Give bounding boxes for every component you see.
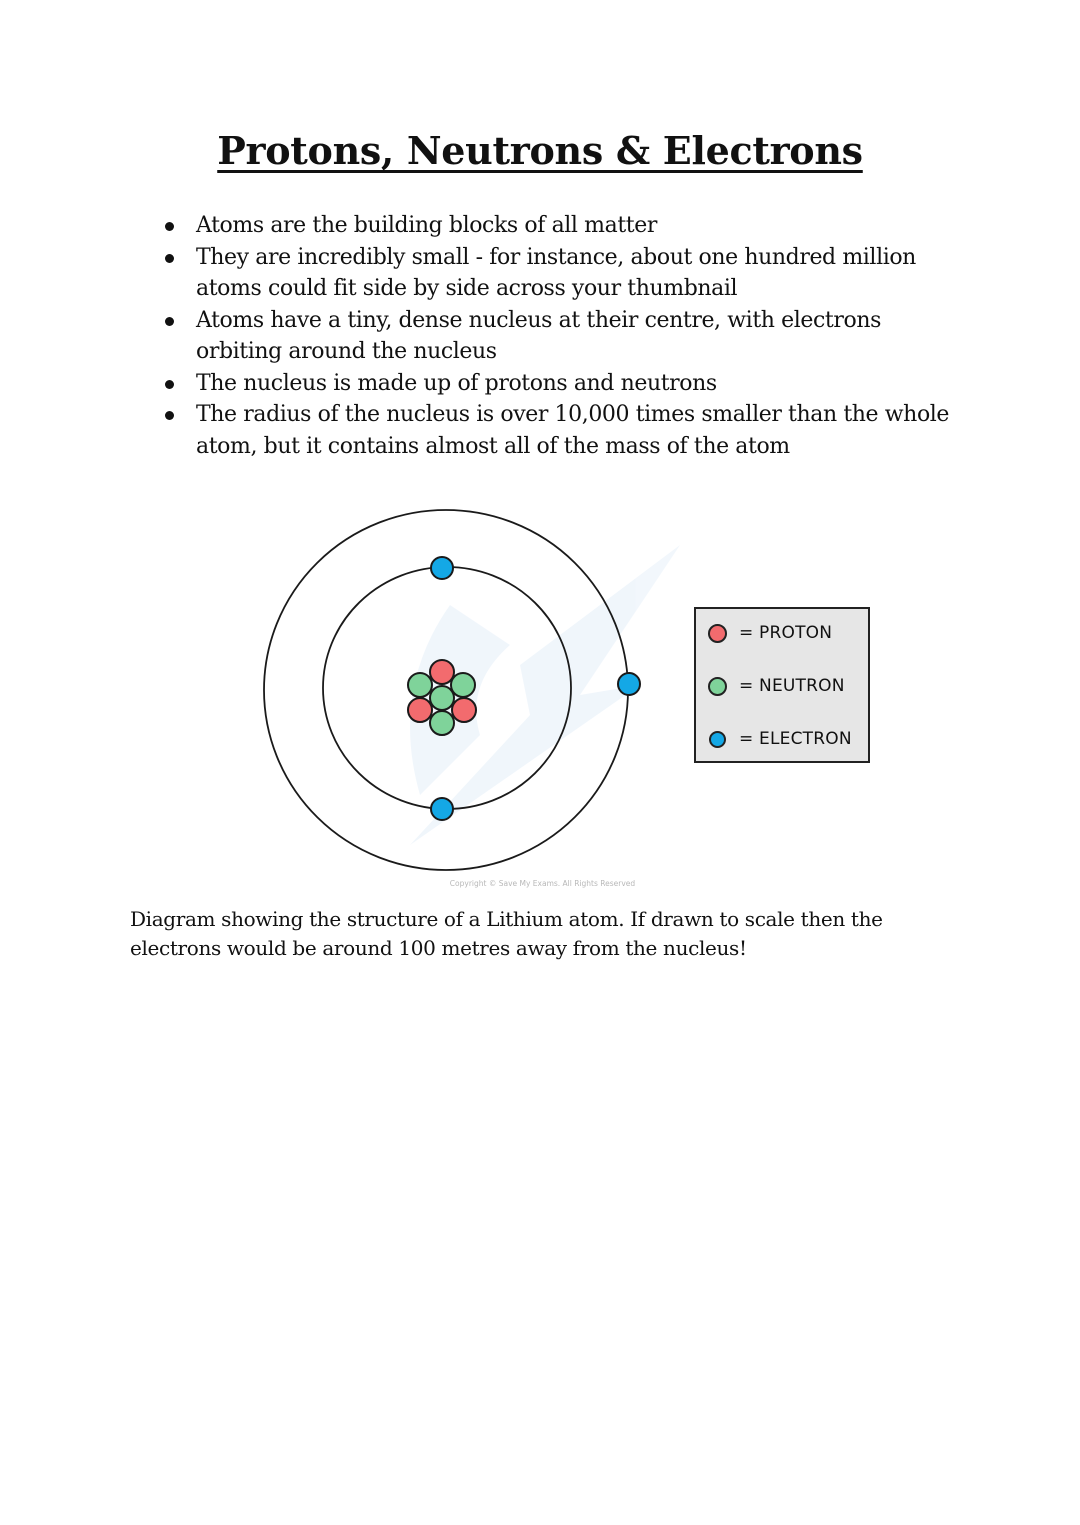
bullet-item [163, 399, 963, 462]
bullet-item [163, 242, 963, 305]
bullet-text: Atoms are the building blocks of all matter [196, 213, 657, 238]
bullet-text: Atoms have a tiny, dense nucleus at their centre, with electrons orbiting around the nucleus [196, 307, 881, 364]
electron-icon [431, 557, 453, 579]
legend-item-neutron [708, 674, 845, 698]
neutron-icon [708, 677, 727, 696]
neutron-icon [408, 673, 432, 697]
bullet-text: They are incredibly small - for instance, about one hundred million atoms could fit side by side across your thumbnail [196, 244, 916, 301]
bullet-item [163, 368, 963, 400]
legend-label: = ELECTRON [739, 729, 852, 749]
bullet-icon [165, 254, 174, 263]
proton-icon [408, 698, 432, 722]
electron-icon [431, 798, 453, 820]
neutron-icon [451, 673, 475, 697]
bullet-item [163, 210, 963, 242]
neutron-icon [430, 686, 454, 710]
legend-item-electron [708, 727, 852, 751]
bullet-text: The nucleus is made up of protons and neutrons [196, 370, 717, 396]
proton-icon [452, 698, 476, 722]
legend-label: = PROTON [739, 623, 833, 643]
bullet-text: The radius of the nucleus is over 10,000 times smaller than the whole atom, but it contains almost all of the mass of the atom [196, 402, 950, 459]
bullet-item [163, 305, 963, 368]
neutron-icon [430, 711, 454, 735]
proton-icon [430, 660, 454, 684]
legend-item-proton [708, 621, 832, 645]
electron-icon [709, 731, 726, 748]
legend-label: = NEUTRON [739, 676, 845, 696]
diagram-caption: Diagram showing the structure of a Lithium atom. If drawn to scale then the electrons would be around 100 metres away from the nucleus! [130, 907, 883, 960]
lithium-atom-diagram [250, 495, 890, 900]
bullet-icon [165, 317, 174, 326]
page-title: Protons, Neutrons & Electrons [217, 128, 863, 173]
legend-box [694, 607, 870, 763]
proton-icon [708, 624, 727, 643]
bullet-list [163, 210, 963, 462]
bullet-icon [165, 411, 174, 420]
bullet-icon [165, 222, 174, 231]
copyright-notice: Copyright © Save My Exams. All Rights Reserved [449, 879, 636, 888]
bullet-icon [165, 380, 174, 389]
electron-icon [618, 673, 640, 695]
